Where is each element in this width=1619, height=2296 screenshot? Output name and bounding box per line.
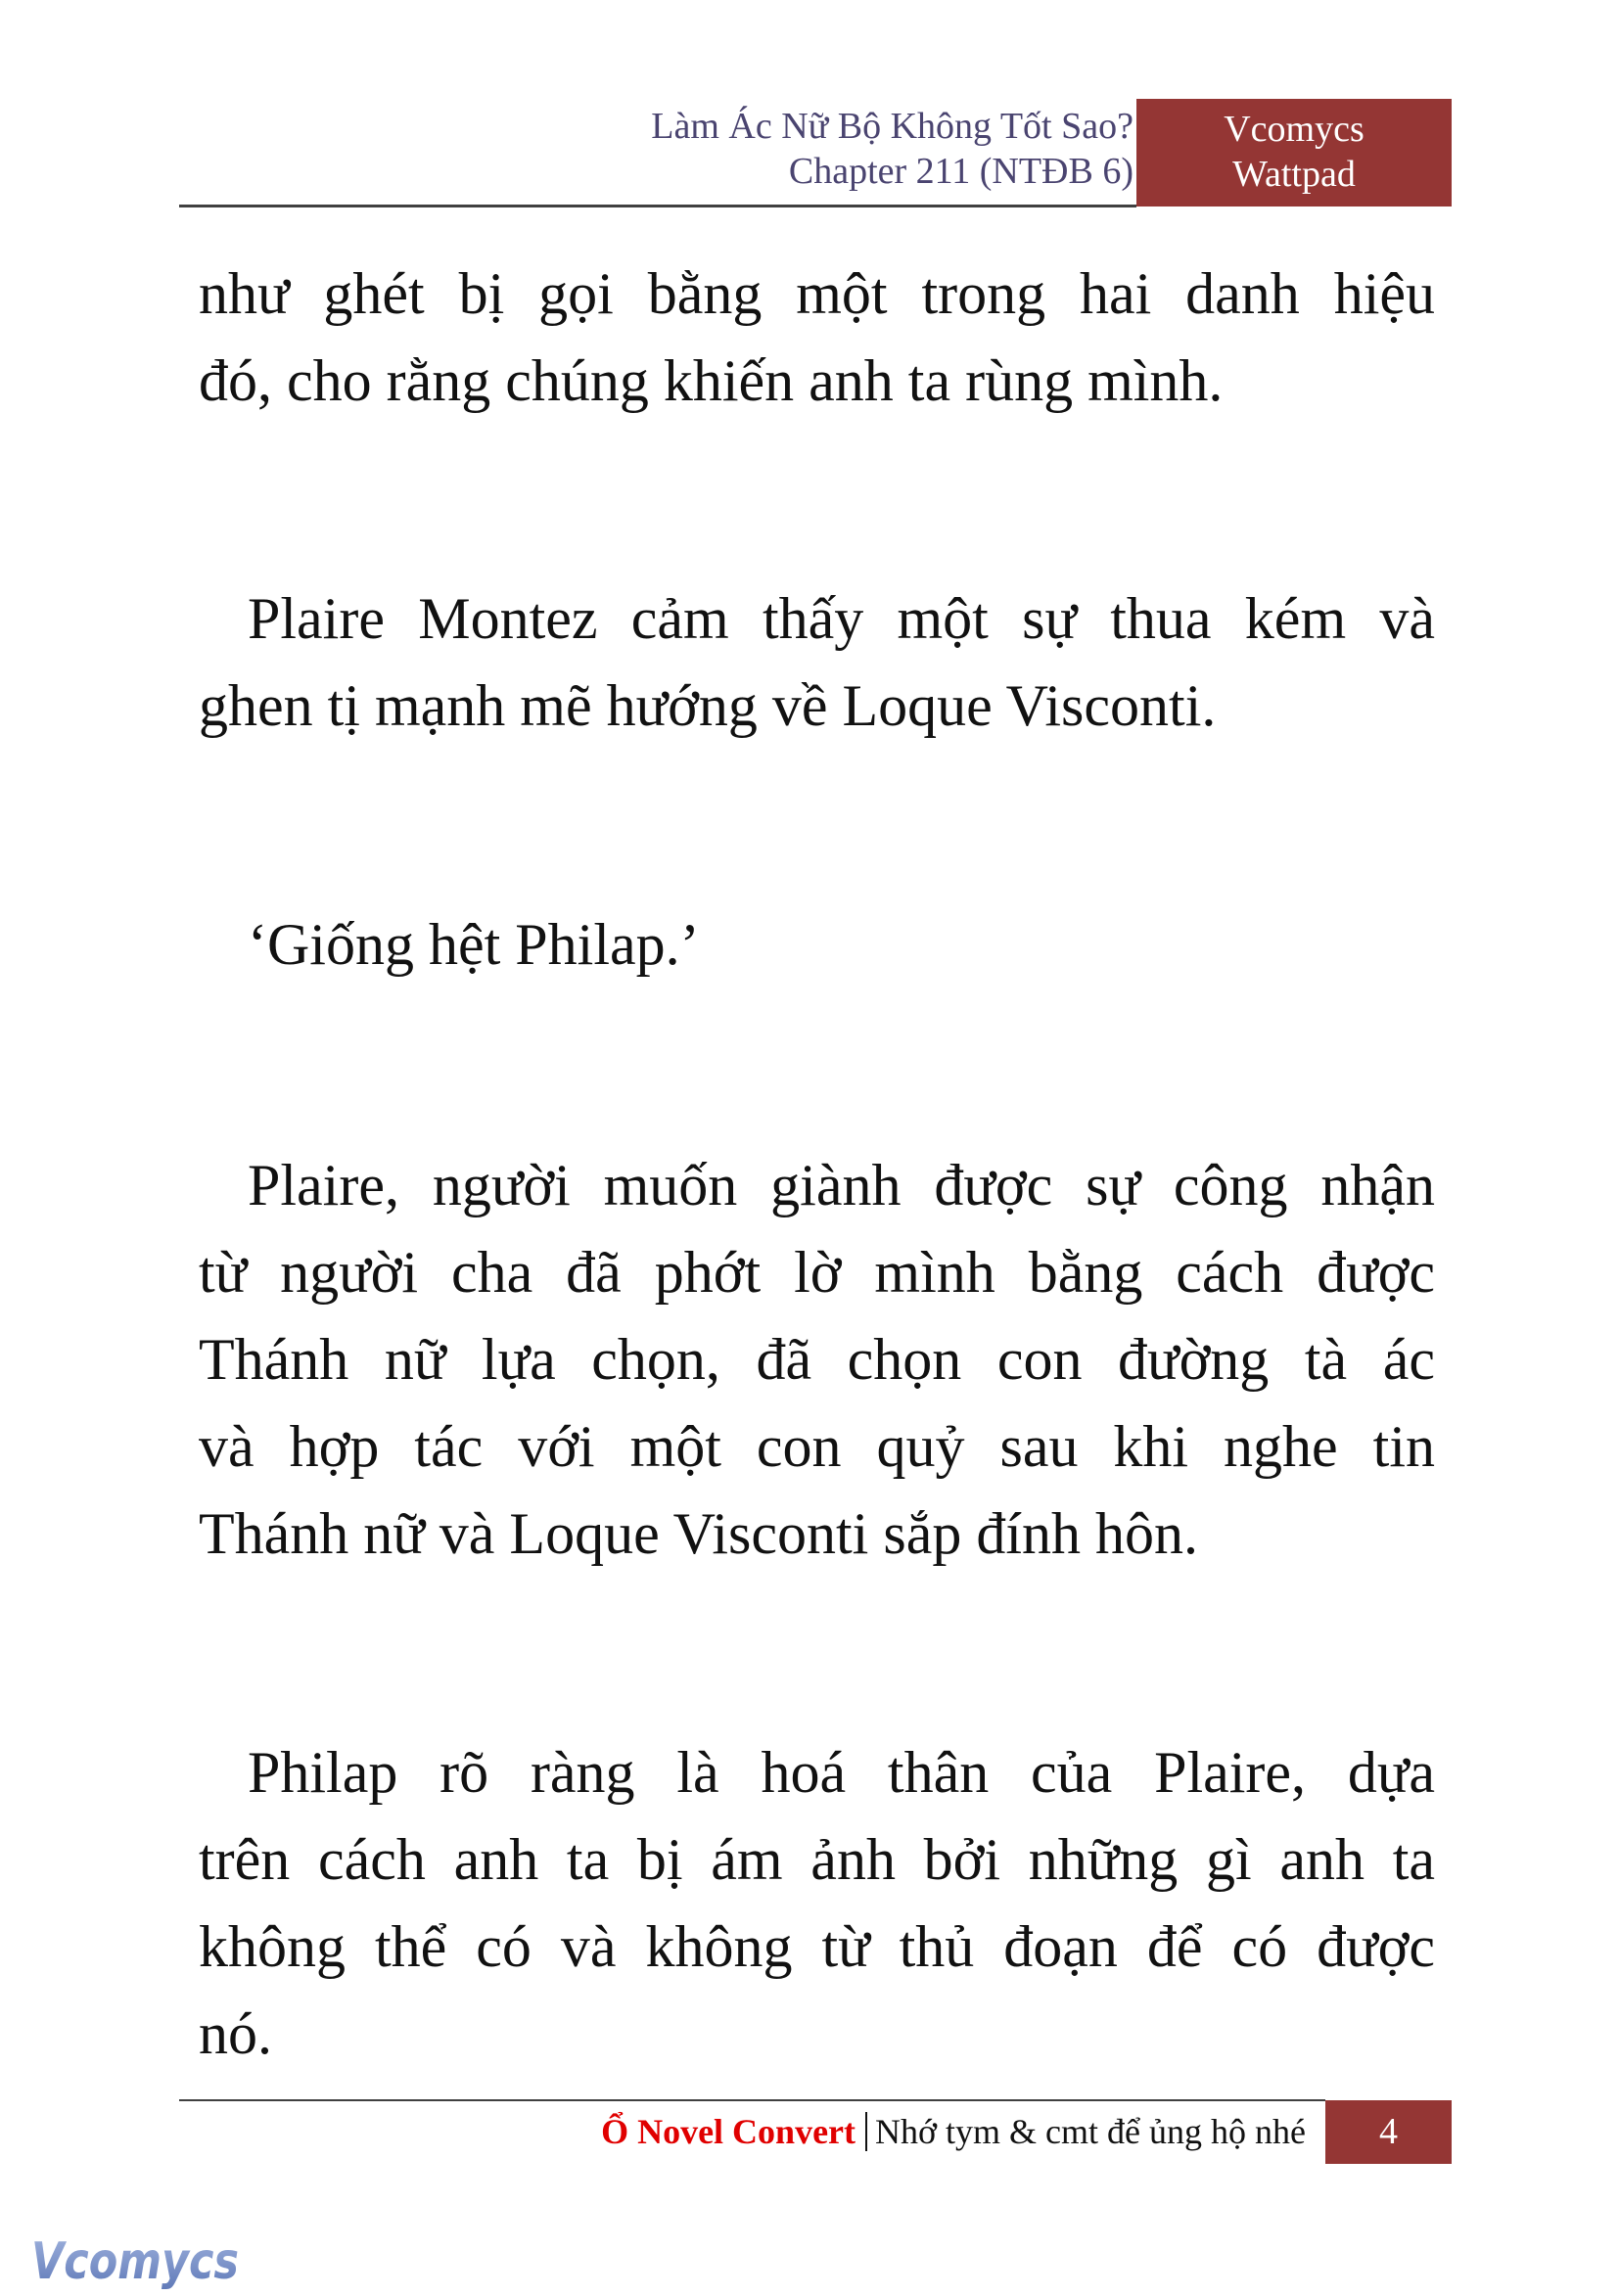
text-line: Thánh nữ lựa chọn, đã chọn con đường tà ác (199, 1327, 1435, 1392)
footer-divider (179, 2099, 1325, 2101)
text-line: đó, cho rằng chúng khiến anh ta rùng mình. (199, 348, 1224, 413)
footer-text (601, 2109, 1306, 2154)
svg-text:Vcomycs: Vcomycs (31, 2232, 239, 2291)
brand-line-2: Wattpad (1232, 154, 1356, 195)
text-line: Philap rõ ràng là hoá thân của Plaire, dựa (248, 1740, 1435, 1805)
text-line: Plaire, người muốn giành được sự công nhận (248, 1153, 1435, 1217)
page-number: 4 (1325, 2100, 1452, 2164)
text-line: từ người cha đã phớt lờ mình bằng cách được (199, 1240, 1435, 1305)
paragraph (199, 251, 1435, 425)
text-line: ghen tị mạnh mẽ hướng về Loque Visconti. (199, 673, 1217, 738)
header-divider (179, 205, 1136, 207)
paragraph (199, 1729, 1435, 2078)
text-line: ‘Giống hệt Philap.’ (248, 912, 700, 977)
text-line: như ghét bị gọi bằng một trong hai danh hiệu (199, 261, 1435, 326)
text-line: nó. (199, 2001, 272, 2066)
paragraph (199, 1142, 1435, 1578)
text-line: trên cách anh ta bị ám ảnh bởi những gì anh ta (199, 1827, 1435, 1892)
book-title: Làm Ác Nữ Bộ Không Tốt Sao? (651, 106, 1133, 147)
footer-message: Nhớ tym & cmt để ủng hộ nhé (875, 2112, 1306, 2151)
brand-line-1: Vcomycs (1224, 109, 1365, 150)
text-line: không thể có và không từ thủ đoạn để có được (199, 1914, 1435, 1979)
text-line: và hợp tác với một con quỷ sau khi nghe tin (199, 1414, 1435, 1479)
paragraph (199, 575, 1435, 750)
text-line: Plaire Montez cảm thấy một sự thua kém và (248, 586, 1435, 651)
text-line: Thánh nữ và Loque Visconti sắp đính hôn. (199, 1501, 1198, 1566)
footer-brand: Ổ Novel Convert (601, 2112, 856, 2151)
footer-separator (865, 2112, 867, 2151)
brand-badge (1136, 99, 1452, 207)
chapter-label: Chapter 211 (NTĐB 6) (788, 151, 1133, 192)
paragraph (199, 901, 1435, 988)
header-title-block (651, 104, 1133, 194)
vcomycs-logo (29, 2229, 245, 2296)
